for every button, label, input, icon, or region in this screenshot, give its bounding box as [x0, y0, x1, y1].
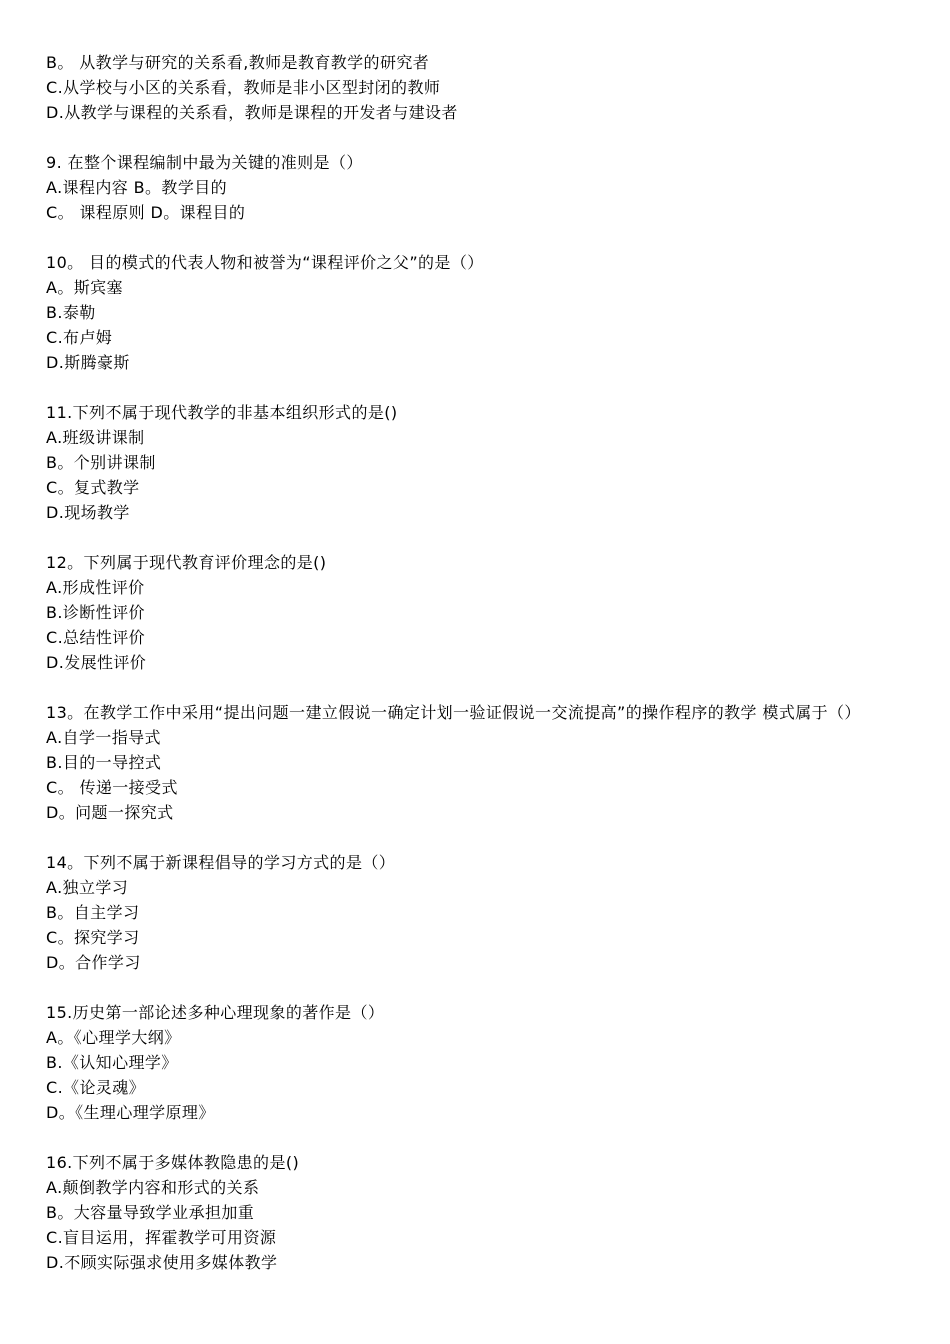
question-13	[46, 700, 910, 825]
option-b: B.目的一导控式	[46, 753, 162, 772]
option-line: C.从学校与小区的关系看，教师是非小区型封闭的教师	[46, 78, 441, 97]
option-c: C。探究学习	[46, 928, 140, 947]
option-d: D。合作学习	[46, 953, 141, 972]
question-10	[46, 250, 910, 375]
option-a: A。《心理学大纲》	[46, 1028, 181, 1047]
question-11	[46, 400, 910, 525]
option-line: A.课程内容 B。教学目的	[46, 178, 228, 197]
option-a: A。斯宾塞	[46, 278, 123, 297]
option-b: B.《认知心理学》	[46, 1053, 178, 1072]
option-a: A.自学一指导式	[46, 728, 161, 747]
question-stem: 16.下列不属于多媒体教隐患的是()	[46, 1153, 300, 1172]
question-stem: 11.下列不属于现代教学的非基本组织形式的是()	[46, 403, 398, 422]
option-b: B.诊断性评价	[46, 603, 145, 622]
option-d: D.发展性评价	[46, 653, 147, 672]
question-15	[46, 1000, 910, 1125]
option-b: B。个别讲课制	[46, 453, 156, 472]
option-d: D.斯腾豪斯	[46, 353, 130, 372]
question-stem: 10。 目的模式的代表人物和被誉为“课程评价之父”的是（）	[46, 253, 484, 272]
question-stem: 14。下列不属于新课程倡导的学习方式的是（）	[46, 853, 396, 872]
option-d: D.不顾实际强求使用多媒体教学	[46, 1253, 278, 1272]
option-line: C。 课程原则 D。课程目的	[46, 203, 246, 222]
question-16	[46, 1150, 910, 1275]
question-12	[46, 550, 910, 675]
option-b: B.泰勒	[46, 303, 96, 322]
option-d: D。《生理心理学原理》	[46, 1103, 215, 1122]
option-b: B。大容量导致学业承担加重	[46, 1203, 255, 1222]
option-line: B。 从教学与研究的关系看,教师是教育教学的研究者	[46, 53, 430, 72]
option-c: C。 传递一接受式	[46, 778, 178, 797]
option-b: B。自主学习	[46, 903, 140, 922]
question-9	[46, 150, 910, 225]
option-c: C.盲目运用，挥霍教学可用资源	[46, 1228, 277, 1247]
option-a: A.班级讲课制	[46, 428, 145, 447]
question-stem: 9. 在整个课程编制中最为关键的准则是（）	[46, 153, 363, 172]
question-stem: 12。下列属于现代教育评价理念的是()	[46, 553, 327, 572]
question-14	[46, 850, 910, 975]
option-d: D。问题一探究式	[46, 803, 174, 822]
option-c: C。复式教学	[46, 478, 140, 497]
option-d: D.现场教学	[46, 503, 130, 522]
option-a: A.颠倒教学内容和形式的关系	[46, 1178, 260, 1197]
option-c: C.总结性评价	[46, 628, 146, 647]
top-options	[46, 50, 910, 125]
option-a: A.形成性评价	[46, 578, 145, 597]
question-stem: 13。在教学工作中采用“提出问题一建立假说一确定计划一验证假说一交流提高”的操作程序的教学 模式属于（）	[46, 703, 861, 722]
option-c: C.布卢姆	[46, 328, 113, 347]
option-c: C.《论灵魂》	[46, 1078, 146, 1097]
option-a: A.独立学习	[46, 878, 129, 897]
question-stem: 15.历史第一部论述多种心理现象的著作是（）	[46, 1003, 385, 1022]
option-line: D.从教学与课程的关系看，教师是课程的开发者与建设者	[46, 103, 458, 122]
